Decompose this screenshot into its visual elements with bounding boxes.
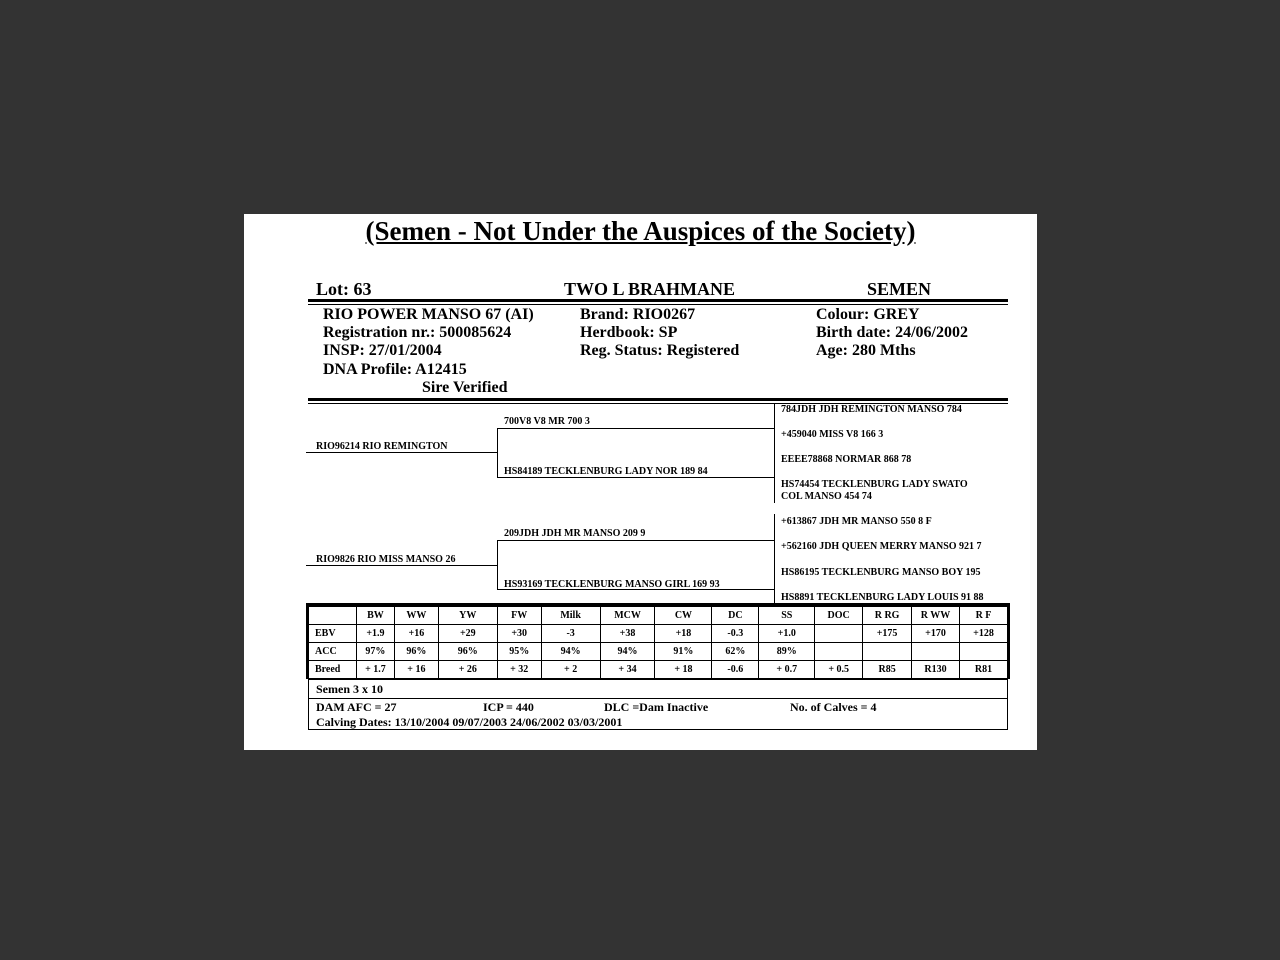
ebv-cell: +18	[655, 625, 712, 643]
ebv-left-border	[306, 604, 309, 679]
acc-cell: 94%	[541, 643, 600, 661]
breed-cell: + 34	[600, 661, 655, 679]
ebv-header-cell: MCW	[600, 607, 655, 625]
breed-cell: R81	[959, 661, 1007, 679]
ebv-header-cell: Milk	[541, 607, 600, 625]
breed-cell: + 0.5	[815, 661, 863, 679]
ebv-cell: +1.0	[759, 625, 815, 643]
ebv-cell: +1.9	[356, 625, 394, 643]
ebv-cell: -3	[541, 625, 600, 643]
acc-cell: 89%	[759, 643, 815, 661]
breed-cell: + 0.7	[759, 661, 815, 679]
sire-g3-bracket	[774, 403, 775, 503]
colour: Colour: GREY	[816, 306, 920, 323]
ebv-header-cell: BW	[356, 607, 394, 625]
pedigree-g3-4: HS74454 TECKLENBURG LADY SWATO	[781, 479, 968, 490]
pedigree-g3-4-cont: COL MANSO 454 74	[781, 491, 872, 502]
acc-cell: 96%	[438, 643, 497, 661]
pedigree-dam-sire: 209JDH JDH MR MANSO 209 9	[504, 528, 646, 539]
acc-cell	[863, 643, 912, 661]
dam-info-box	[308, 698, 1008, 730]
dna-profile: DNA Profile: A12415	[323, 361, 467, 378]
ebv-table	[308, 606, 1008, 679]
brand: Brand: RIO0267	[580, 306, 696, 323]
registration-status: Reg. Status: Registered	[580, 342, 740, 359]
breed-cell: + 16	[394, 661, 438, 679]
ebv-header-cell: R WW	[912, 607, 960, 625]
ebv-header-cell: R F	[959, 607, 1007, 625]
breed-cell: + 1.7	[356, 661, 394, 679]
breed-cell: + 18	[655, 661, 712, 679]
pedigree-sire-sire: 700V8 V8 MR 700 3	[504, 416, 590, 427]
pedigree-dam: RIO9826 RIO MISS MANSO 26	[316, 554, 456, 565]
ebv-header-cell: CW	[655, 607, 712, 625]
semen-box	[308, 679, 1008, 699]
ebv-cell: +29	[438, 625, 497, 643]
ebv-cell	[815, 625, 863, 643]
document-page	[244, 214, 1037, 750]
lot-type: SEMEN	[867, 279, 932, 299]
breed-row	[309, 661, 1008, 679]
ebv-right-border	[1007, 604, 1010, 679]
breed-cell: R130	[912, 661, 960, 679]
calving-dates: Calving Dates: 13/10/2004 09/07/2003 24/06/2002 03/03/2001	[316, 715, 623, 729]
ebv-header-cell: DC	[712, 607, 759, 625]
ebv-header-cell: SS	[759, 607, 815, 625]
lot-number: Lot: 63	[316, 279, 372, 299]
semen-info: Semen 3 x 10	[316, 682, 383, 696]
ebv-row	[309, 625, 1008, 643]
sire-sire-line	[497, 428, 775, 429]
breeder-name: TWO L BRAHMANE	[564, 279, 736, 299]
icp: ICP = 440	[483, 700, 534, 714]
sire-bracket	[497, 428, 498, 478]
ebv-header-cell	[309, 607, 357, 625]
ebv-header-cell: R RG	[863, 607, 912, 625]
breed-cell: + 26	[438, 661, 497, 679]
pedigree-g3-7: HS86195 TECKLENBURG MANSO BOY 195	[781, 567, 981, 578]
pedigree-g3-8: HS8891 TECKLENBURG LADY LOUIS 91 88	[781, 592, 984, 603]
dam-g3-bracket	[774, 514, 775, 604]
header-rule-thin	[308, 304, 1008, 305]
ebv-header-cell: YW	[438, 607, 497, 625]
acc-cell	[815, 643, 863, 661]
pedigree-dam-dam: HS93169 TECKLENBURG MANSO GIRL 169 93	[504, 579, 720, 590]
ebv-header-cell: WW	[394, 607, 438, 625]
pedigree-g3-2: +459040 MISS V8 166 3	[781, 429, 884, 440]
breed-row-label: Breed	[309, 661, 357, 679]
ebv-cell: +175	[863, 625, 912, 643]
dam-afc: DAM AFC = 27	[316, 700, 397, 714]
acc-cell: 94%	[600, 643, 655, 661]
acc-cell: 97%	[356, 643, 394, 661]
animal-name: RIO POWER MANSO 67 (AI)	[323, 306, 534, 323]
ebv-cell: +170	[912, 625, 960, 643]
ebv-header-cell: DOC	[815, 607, 863, 625]
pedigree-g3-3: EEEE78868 NORMAR 868 78	[781, 454, 912, 465]
ebv-cell: +38	[600, 625, 655, 643]
acc-cell	[959, 643, 1007, 661]
dlc: DLC =Dam Inactive	[604, 700, 709, 714]
header-rule-thick	[308, 299, 1008, 302]
sire-verified: Sire Verified	[422, 379, 508, 396]
age: Age: 280 Mths	[816, 342, 916, 359]
pedigree-g3-5: +613867 JDH MR MANSO 550 8 F	[781, 516, 932, 527]
dam-bracket	[497, 540, 498, 590]
herdbook: Herdbook: SP	[580, 324, 678, 341]
registration-number: Registration nr.: 500085624	[323, 324, 512, 341]
breed-cell: + 32	[497, 661, 541, 679]
acc-cell: 62%	[712, 643, 759, 661]
ebv-cell: +128	[959, 625, 1007, 643]
pedigree-sire: RIO96214 RIO REMINGTON	[316, 441, 448, 452]
acc-cell	[912, 643, 960, 661]
ebv-header-row	[309, 607, 1008, 625]
pedigree-g3-6: +562160 JDH QUEEN MERRY MANSO 921 7	[781, 541, 982, 552]
acc-cell: 95%	[497, 643, 541, 661]
sire-dam-line	[497, 477, 775, 478]
breed-cell: -0.6	[712, 661, 759, 679]
acc-row	[309, 643, 1008, 661]
dam-sire-line	[497, 540, 775, 541]
dam-line	[306, 565, 498, 566]
birth-date: Birth date: 24/06/2002	[816, 324, 968, 341]
acc-row-label: ACC	[309, 643, 357, 661]
pedigree-g3-1: 784JDH JDH REMINGTON MANSO 784	[781, 404, 962, 415]
ebv-row-label: EBV	[309, 625, 357, 643]
ebv-header-cell: FW	[497, 607, 541, 625]
sire-line	[306, 452, 498, 453]
ebv-cell: +30	[497, 625, 541, 643]
insp-date: INSP: 27/01/2004	[323, 342, 442, 359]
ebv-cell: +16	[394, 625, 438, 643]
pedigree-rule-thick	[308, 398, 1008, 401]
ebv-cell: -0.3	[712, 625, 759, 643]
acc-cell: 91%	[655, 643, 712, 661]
breed-cell: + 2	[541, 661, 600, 679]
number-of-calves: No. of Calves = 4	[790, 700, 877, 714]
pedigree-sire-dam: HS84189 TECKLENBURG LADY NOR 189 84	[504, 466, 708, 477]
document-title: (Semen - Not Under the Auspices of the Society)	[365, 216, 916, 246]
breed-cell: R85	[863, 661, 912, 679]
acc-cell: 96%	[394, 643, 438, 661]
